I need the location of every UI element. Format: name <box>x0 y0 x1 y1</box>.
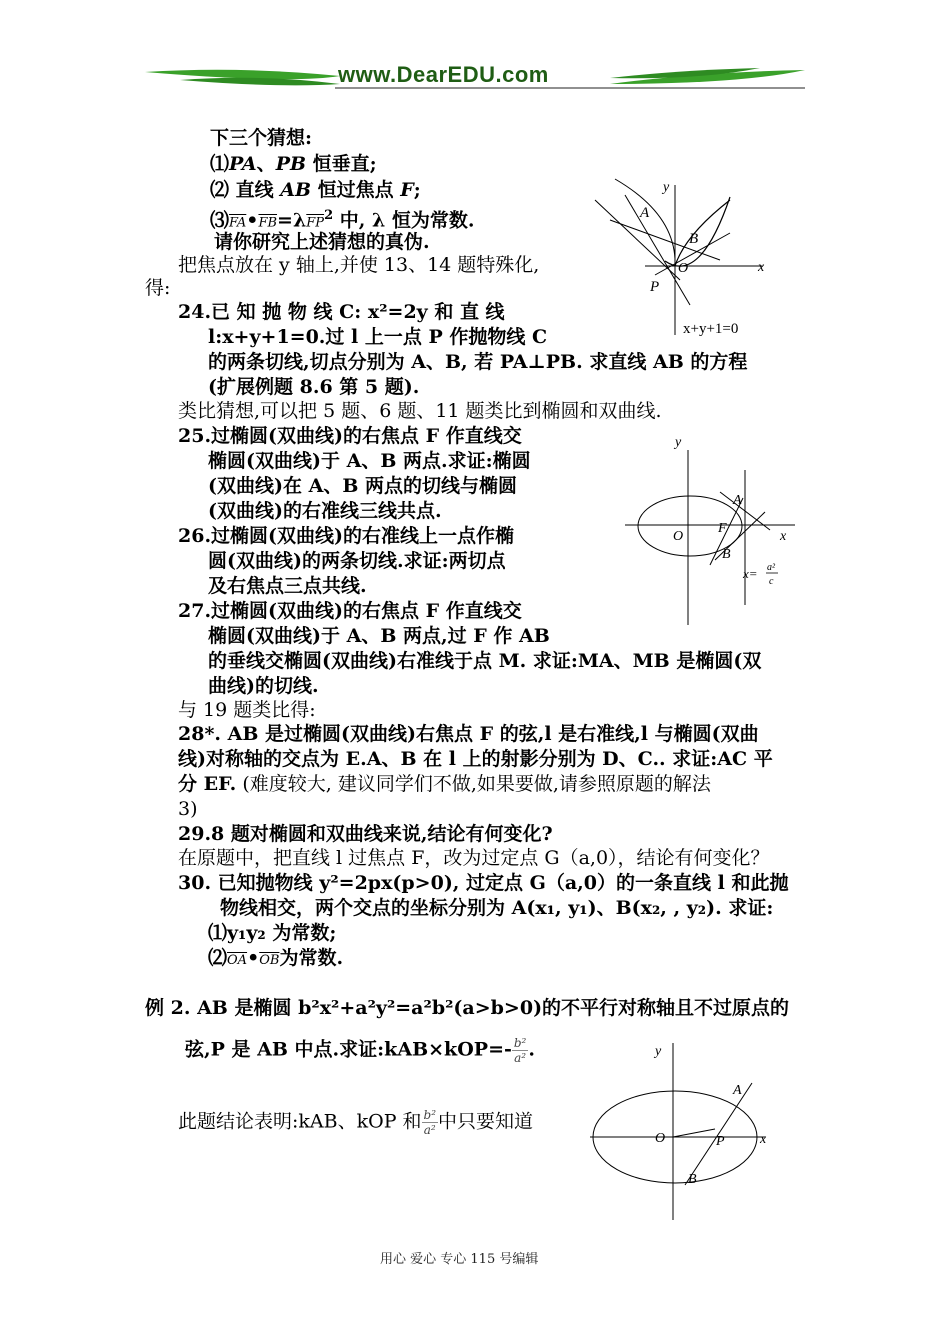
problem-28-line3: 分 EF. (难度较大, 建议同学们不做,如果要做,请参照原题的解法 <box>178 773 711 795</box>
problem-24-line1: 24.已 知 抛 物 线 C: x²=2y 和 直 线 <box>178 301 505 323</box>
problem-25-line3: (双曲线)在 A、B 两点的切线与椭圆 <box>208 475 518 497</box>
page-footer: 用心 爱心 专心 115 号编辑 <box>380 1252 539 1267</box>
problem-28-line2: 线)对称轴的交点为 E.A、B 在 l 上的射影分别为 D、C.. 求证:AC 平 <box>178 748 773 770</box>
problem-26-line2: 圆(双曲线)的两条切线.求证:两切点 <box>208 550 506 572</box>
fraction-b2-a2: $\frac{\text{b²}}{\text{a²}}$ <box>513 1036 527 1065</box>
focus-paragraph-line1: 把焦点放在 y 轴上,并使 13、14 题特殊化, <box>178 254 540 276</box>
conjecture-1: ⑴PA、PB 恒垂直; <box>210 153 377 175</box>
fig2-y-label: y <box>675 435 682 450</box>
problem-27-line4: 曲线)的切线. <box>208 675 319 697</box>
analogy-paragraph: 类比猜想,可以把 5 题、6 题、11 题类比到椭圆和双曲线. <box>178 400 662 422</box>
problem-30-line4: $⑵\overline{OA}•\overline{OB}$为常数. <box>208 947 344 969</box>
fig1-x-label: x <box>758 260 765 275</box>
problem-30-line3: ⑴y₁y₂ 为常数; <box>208 922 337 944</box>
fig3-origin-label: O <box>655 1131 666 1146</box>
fig3-point-b: B <box>688 1172 697 1187</box>
fig1-y-label: y <box>663 180 670 195</box>
fig3-point-a: A <box>733 1083 742 1098</box>
fig2-directrix-den: c <box>769 576 774 587</box>
problem-28-line4: 3) <box>178 798 198 820</box>
problem-25-line2: 椭圆(双曲线)于 A、B 两点.求证:椭圆 <box>208 450 531 472</box>
problem-29: 29.8 题对椭圆和双曲线来说,结论有何变化? <box>178 823 553 845</box>
problem-25-line4: (双曲线)的右准线三线共点. <box>208 500 442 522</box>
conclusion-line: 此题结论表明:kAB、kOP 和 $\frac{\text{b²}}{\text{a²}}$ 中只要知道 <box>178 1108 534 1137</box>
problem-24-line2: l:x+y+1=0.过 l 上一点 P 作抛物线 C <box>208 326 548 348</box>
fig1-line-label: x+y+1=0 <box>683 321 739 337</box>
example-2-line1: 例 2. AB 是椭圆 b²x²+a²y²=a²b²(a>b>0)的不平行对称轴且不过原点的 <box>145 997 790 1019</box>
fig2-origin-label: O <box>673 529 684 544</box>
problem-30-line2: 物线相交，两个交点的坐标分别为 A(x₁, y₁)、B(x₂, , y₂). 求证: <box>220 897 774 919</box>
problem-28-line1: 28*. AB 是过椭圆(双曲线)右焦点 F 的弦,l 是右准线,l 与椭圆(双曲 <box>178 723 759 745</box>
fig3-x-label: x <box>760 1132 767 1147</box>
original-problem-paragraph: 在原题中，把直线 l 过焦点 F，改为过定点 G（a,0），结论有何变化？ <box>178 847 770 869</box>
focus-paragraph-line2: 得: <box>145 277 171 299</box>
fig1-point-b: B <box>689 231 699 247</box>
fig3-y-label: y <box>655 1044 662 1059</box>
fig1-point-a: A <box>640 205 650 221</box>
header-title: www.DearEDU.com <box>338 62 549 87</box>
problem-27-line3: 的垂线交椭圆(双曲线)右准线于点 M. 求证:MA、MB 是椭圆(双 <box>208 650 762 672</box>
problem-24-line4: (扩展例题 8.6 第 5 题). <box>208 376 420 398</box>
fig1-origin-label: O <box>678 261 689 276</box>
example-2-line2: 弦,P 是 AB 中点.求证:kAB×kOP=- $\frac{\text{b²}}{\text{a²}}$ . <box>185 1036 535 1065</box>
conjecture-ask: 请你研究上述猜想的真伪. <box>214 231 430 253</box>
fraction-b2-a2-conclusion: $\frac{\text{b²}}{\text{a²}}$ <box>423 1108 437 1137</box>
analogy-19-paragraph: 与 19 题类比得: <box>178 699 316 721</box>
problem-24-line3: 的两条切线,切点分别为 A、B, 若 PA⊥PB. 求直线 AB 的方程 <box>208 351 748 373</box>
problem-30-line1: 30. 已知抛物线 y²=2px(p>0), 过定点 G（a,0）的一条直线 l 和此抛 <box>178 872 789 894</box>
fig2-directrix-num: a² <box>767 562 775 573</box>
problem-27-line2: 椭圆(双曲线)于 A、B 两点,过 F 作 AB <box>208 625 550 647</box>
fig3-point-p: P <box>716 1134 725 1149</box>
fig2-point-a: A <box>733 493 742 508</box>
fig1-point-p: P <box>650 279 660 295</box>
problem-27-line1: 27.过椭圆(双曲线)的右焦点 F 作直线交 <box>178 600 522 622</box>
figure-ellipse-midpoint <box>590 1035 780 1225</box>
fig2-directrix-label: x= <box>743 566 758 581</box>
problem-25-line1: 25.过椭圆(双曲线)的右焦点 F 作直线交 <box>178 425 522 447</box>
fig2-point-b: B <box>722 547 731 562</box>
problem-26-line3: 及右焦点三点共线. <box>208 575 367 597</box>
conjecture-3: $⑶\overline{FA}•\overline{FB}=\lambda\overline{FP}^2$ 中, λ 恒为常数. <box>210 208 475 232</box>
fig2-x-label: x <box>780 529 787 544</box>
fig2-focus-label: F <box>718 521 727 536</box>
conjecture-intro: 下三个猜想: <box>210 127 313 149</box>
figure-ellipse-focal-chord <box>625 430 800 630</box>
problem-26-line1: 26.过椭圆(双曲线)的右准线上一点作椭 <box>178 525 515 547</box>
conjecture-2: ⑵ 直线 AB 恒过焦点 F; <box>210 179 421 201</box>
figure-parabola-tangents <box>585 175 785 345</box>
